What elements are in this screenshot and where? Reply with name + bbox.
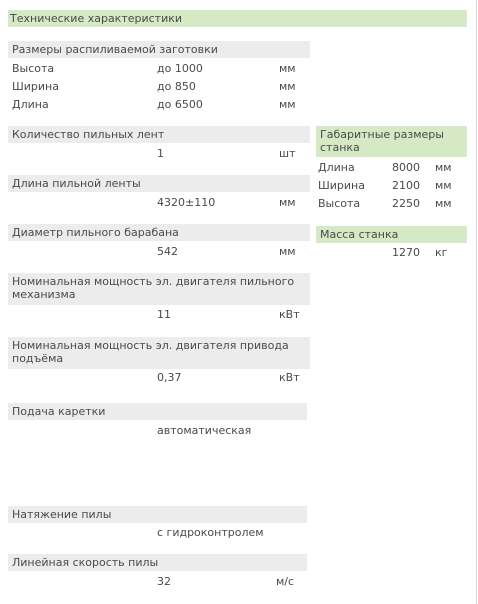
blades-count-header: Количество пильных лент	[8, 126, 310, 143]
overall-width-label: Ширина	[318, 179, 365, 192]
machine-mass-unit: кг	[435, 246, 448, 259]
blades-count-unit: шт	[279, 147, 296, 160]
overall-length-value: 8000	[392, 161, 420, 174]
saw-speed-header: Линейная скорость пилы	[8, 554, 307, 571]
machine-mass-value: 1270	[392, 246, 420, 259]
overall-width-value: 2100	[392, 179, 420, 192]
blank-height-value: до 1000	[157, 62, 203, 75]
blank-height-label: Высота	[12, 62, 55, 75]
blade-length-header: Длина пильной ленты	[8, 175, 310, 192]
saw-motor-power-unit: кВт	[279, 308, 300, 321]
lift-motor-power-unit: кВт	[279, 371, 300, 384]
blank-length-label: Длина	[12, 98, 49, 111]
drum-diameter-value: 542	[157, 245, 178, 258]
overall-length-label: Длина	[318, 161, 355, 174]
blank-width-value: до 850	[157, 80, 196, 93]
overall-width-unit: мм	[435, 179, 452, 192]
carriage-feed-header: Подача каретки	[8, 403, 307, 420]
saw-motor-power-header: Номинальная мощность эл. двигателя пильного механизма	[8, 273, 310, 305]
page-title: Технические характеристики	[8, 10, 467, 27]
blade-length-unit: мм	[279, 196, 296, 209]
drum-diameter-header: Диаметр пильного барабана	[8, 224, 310, 241]
blank-width-label: Ширина	[12, 80, 59, 93]
overall-length-unit: мм	[435, 161, 452, 174]
lift-motor-power-header: Номинальная мощность эл. двигателя привода подъёма	[8, 337, 310, 369]
blank-height-unit: мм	[279, 62, 296, 75]
blank-length-value: до 6500	[157, 98, 203, 111]
carriage-feed-value: автоматическая	[157, 424, 252, 437]
overall-height-value: 2250	[392, 197, 420, 210]
drum-diameter-unit: мм	[279, 245, 296, 258]
lift-motor-power-value: 0,37	[157, 371, 182, 384]
blank-length-unit: мм	[279, 98, 296, 111]
overall-dimensions-header: Габаритные размеры станка	[316, 126, 467, 157]
saw-motor-power-value: 11	[157, 308, 171, 321]
saw-speed-value: 32	[157, 575, 171, 588]
blade-length-value: 4320±110	[157, 196, 216, 209]
saw-speed-unit: м/с	[276, 575, 295, 588]
blank-dimensions-header: Размеры распиливаемой заготовки	[8, 41, 310, 58]
blank-width-unit: мм	[279, 80, 296, 93]
blades-count-value: 1	[157, 147, 164, 160]
saw-tension-header: Натяжение пилы	[8, 506, 307, 523]
overall-height-unit: мм	[435, 197, 452, 210]
machine-mass-header: Масса станка	[316, 226, 467, 243]
overall-height-label: Высота	[318, 197, 361, 210]
saw-tension-value: с гидроконтролем	[157, 526, 264, 539]
